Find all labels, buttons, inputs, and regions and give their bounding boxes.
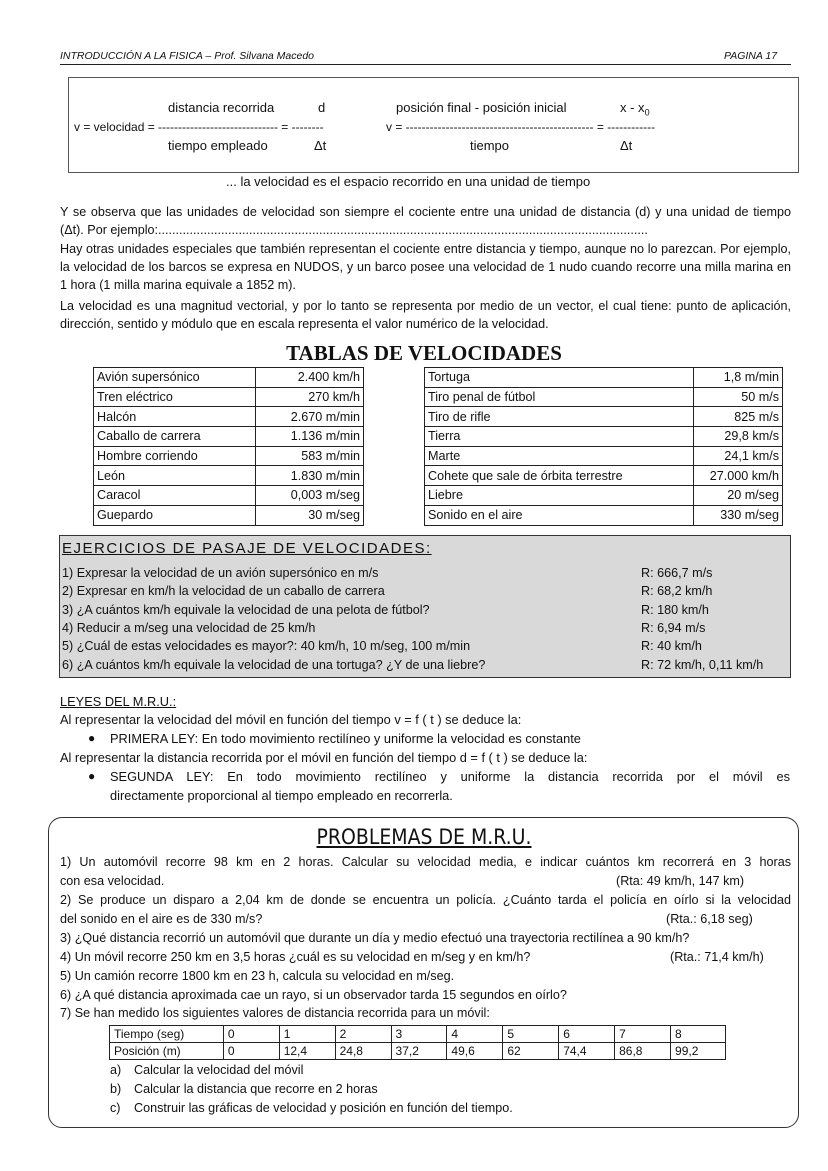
- exercise-question: 1) Expresar la velocidad de un avión supersónico en m/s: [62, 566, 379, 580]
- exercise-question: 4) Reducir a m/seg una velocidad de 25 km/h: [62, 620, 316, 635]
- speed-item-name: Hombre corriendo: [94, 446, 256, 466]
- bullet-dot-icon: ●: [88, 731, 96, 745]
- position-table-cell: 4: [447, 1026, 503, 1043]
- speed-row: [425, 427, 783, 447]
- speed-row: [425, 486, 783, 506]
- position-table-cell: 24,8: [335, 1043, 391, 1060]
- second-law-line-2: directamente proporcional al tiempo empleado en recorrerla.: [110, 788, 453, 803]
- speed-item-name: León: [94, 466, 256, 486]
- intro-paragraph-2: Hay otras unidades especiales que también representan el cociente entre distancia y tiempo, aunque no lo parezcan. Por ejemplo, la velocidad de los barcos se expresa en NUDOS, y un barco posee una velocidad de 1 nudo cuando recorre una milla marina en 1 hora (1 milla marina equivale a 1852 m).: [60, 242, 791, 292]
- speed-row: [425, 466, 783, 486]
- speed-item-name: Liebre: [425, 486, 694, 506]
- header-divider: [60, 64, 791, 65]
- position-table-cell: 99,2: [671, 1043, 726, 1060]
- laws-title: LEYES DEL M.R.U.:: [60, 694, 177, 709]
- problems-title: PROBLEMAS DE M.R.U.: [316, 825, 532, 849]
- speed-item-name: Tiro de rifle: [425, 407, 694, 427]
- exercise-question: 3) ¿A cuántos km/h equivale la velocidad de una pelota de fútbol?: [62, 602, 430, 617]
- position-table-cell: 37,2: [391, 1043, 447, 1060]
- position-table-cell: 3: [391, 1026, 447, 1043]
- speed-item-name: Marte: [425, 446, 694, 466]
- position-table-row: [110, 1026, 726, 1043]
- header-left: INTRODUCCIÓN A LA FISICA – Prof. Silvana Macedo: [60, 50, 315, 62]
- laws-line-1: Al representar la velocidad del móvil en función del tiempo v = f ( t ) se deduce la:: [60, 712, 522, 727]
- position-table-cell: 2: [335, 1026, 391, 1043]
- problem-2-line-1: 2) Se produce un disparo a 2,04 km de donde se encuentra un policía. ¿Cuánto tarda el policía en oírlo si la velocidad: [60, 893, 791, 907]
- second-law-line-1: SEGUNDA LEY: En todo movimiento rectilíneo y uniforme la distancia recorrida por el móvil es: [110, 769, 790, 784]
- speed-item-value: 1.830 m/min: [256, 466, 364, 486]
- speed-item-value: 29,8 km/s: [694, 427, 783, 447]
- speed-item-name: Caracol: [94, 486, 256, 506]
- speed-row: [94, 387, 364, 407]
- speed-item-name: Avión supersónico: [94, 368, 256, 388]
- exercises-title: EJERCICIOS DE PASAJE DE VELOCIDADES:: [62, 540, 432, 557]
- position-table-label: Posición (m): [110, 1043, 224, 1060]
- problem-2-answer: (Rta.: 6,18 seg): [666, 912, 753, 926]
- exercise-question: 2) Expresar en km/h la velocidad de un caballo de carrera: [62, 584, 385, 599]
- page-number: PAGINA 17: [724, 50, 778, 62]
- formula-numerator-left-symbol: d: [318, 100, 326, 115]
- formula-caption: ... la velocidad es el espacio recorrido en una unidad de tiempo: [226, 174, 591, 189]
- speed-item-value: 0,003 m/seg: [256, 486, 364, 506]
- position-table-cell: 0: [223, 1026, 279, 1043]
- speed-tables-title: TABLAS DE VELOCIDADES: [286, 341, 562, 365]
- exercise-answer: R: 6,94 m/s: [641, 620, 706, 635]
- speed-item-name: Guepardo: [94, 505, 256, 525]
- problem-1-answer: (Rta: 49 km/h, 147 km): [616, 874, 745, 888]
- speed-item-name: Tren eléctrico: [94, 387, 256, 407]
- exercise-answer: R: 40 km/h: [641, 639, 702, 654]
- formula-denominator-right: tiempo: [470, 138, 510, 153]
- position-table-cell: 6: [559, 1026, 615, 1043]
- sub-item-text: Calcular la distancia que recorre en 2 horas: [134, 1082, 378, 1096]
- speed-table-right: [424, 367, 783, 526]
- speed-item-value: 583 m/min: [256, 446, 364, 466]
- speed-item-value: 27.000 km/h: [694, 466, 783, 486]
- formula-denominator-left: tiempo empleado: [168, 138, 268, 153]
- speed-item-value: 2.400 km/h: [256, 368, 364, 388]
- position-table-cell: 12,4: [279, 1043, 335, 1060]
- speed-item-value: 270 km/h: [256, 387, 364, 407]
- speed-row: [425, 387, 783, 407]
- problem-1-line-2: con esa velocidad.: [60, 874, 165, 888]
- speed-item-value: 50 m/s: [694, 387, 783, 407]
- speed-row: [425, 446, 783, 466]
- exercise-question: 6) ¿A cuántos km/h equivale la velocidad de una tortuga? ¿Y de una liebre?: [62, 657, 486, 672]
- speed-row: [425, 505, 783, 525]
- speed-row: [94, 368, 364, 388]
- speed-item-name: Tiro penal de fútbol: [425, 387, 694, 407]
- problem-4: 4) Un móvil recorre 250 km en 3,5 horas ¿cuál es su velocidad en m/seg y en km/h?: [60, 950, 531, 964]
- speed-item-value: 30 m/seg: [256, 505, 364, 525]
- speed-table-left: [93, 367, 364, 526]
- problem-2-line-2: del sonido en el aire es de 330 m/s?: [60, 912, 263, 926]
- speed-item-value: 1.136 m/min: [256, 427, 364, 447]
- position-table-cell: 86,8: [615, 1043, 671, 1060]
- position-table-label: Tiempo (seg): [110, 1026, 224, 1043]
- formula-denominator-left-symbol: Δt: [314, 138, 327, 153]
- formula-denominator-right-symbol: Δt: [620, 138, 633, 153]
- formula-lhs: v = velocidad = ------------------------------ = --------: [74, 120, 324, 134]
- position-table-cell: 7: [615, 1026, 671, 1043]
- speed-item-name: Cohete que sale de órbita terrestre: [425, 466, 694, 486]
- speed-item-name: Tierra: [425, 427, 694, 447]
- intro-paragraph-3: La velocidad es una magnitud vectorial, y por lo tanto se representa por medio de un vector, el cual tiene: punto de aplicación, dirección, sentido y módulo que en escala representa el valor numérico de la velocidad.: [60, 299, 791, 331]
- speed-item-value: 1,8 m/min: [694, 368, 783, 388]
- speed-item-value: 825 m/s: [694, 407, 783, 427]
- sub-item-letter: c): [110, 1101, 121, 1115]
- speed-row: [94, 427, 364, 447]
- sub-item-letter: a): [110, 1063, 122, 1077]
- sub-item-text: Calcular la velocidad del móvil: [134, 1063, 304, 1077]
- position-time-table: [109, 1025, 726, 1060]
- speed-row: [425, 407, 783, 427]
- position-table-cell: 49,6: [447, 1043, 503, 1060]
- problem-3: 3) ¿Qué distancia recorrió un automóvil que durante un día y medio efectuó una trayectoria rectilínea a 90 km/h?: [60, 931, 690, 945]
- formula-numerator-right: posición final - posición inicial: [396, 100, 567, 115]
- speed-item-value: 20 m/seg: [694, 486, 783, 506]
- exercise-answer: R: 666,7 m/s: [641, 566, 713, 580]
- exercise-answer: R: 180 km/h: [641, 602, 709, 617]
- position-table-cell: 5: [503, 1026, 559, 1043]
- exercise-answer: R: 68,2 km/h: [641, 584, 713, 599]
- problem-7: 7) Se han medido los siguientes valores de distancia recorrida para un móvil:: [60, 1006, 490, 1020]
- formula-numerator-right-symbol: x - $x_0$: [620, 100, 650, 118]
- laws-line-2: Al representar la distancia recorrida por el móvil en función del tiempo d = f ( t ) se deduce la:: [60, 750, 588, 765]
- speed-row: [94, 446, 364, 466]
- intro-paragraph-1: Y se observa que las unidades de velocidad son siempre el cociente entre una unidad de distancia (d) y una unidad de tiempo (Δt). Por ejemplo:............................................................................................................................................: [60, 205, 791, 237]
- speed-row: [94, 486, 364, 506]
- speed-item-value: 24,1 km/s: [694, 446, 783, 466]
- position-table-cell: 0: [223, 1043, 279, 1060]
- speed-item-name: Tortuga: [425, 368, 694, 388]
- sub-item-letter: b): [110, 1082, 122, 1096]
- exercise-question: 5) ¿Cuál de estas velocidades es mayor?: 40 km/h, 10 m/seg, 100 m/min: [62, 639, 471, 654]
- speed-row: [425, 368, 783, 388]
- speed-item-name: Caballo de carrera: [94, 427, 256, 447]
- position-table-cell: 62: [503, 1043, 559, 1060]
- sub-item-text: Construir las gráficas de velocidad y posición en función del tiempo.: [134, 1101, 513, 1115]
- speed-row: [94, 407, 364, 427]
- problem-4-answer: (Rta.: 71,4 km/h): [670, 950, 764, 964]
- problem-6: 6) ¿A qué distancia aproximada cae un rayo, si un observador tarda 15 segundos en oírlo?: [60, 988, 567, 1002]
- position-table-cell: 1: [279, 1026, 335, 1043]
- speed-item-value: 2.670 m/min: [256, 407, 364, 427]
- position-table-row: [110, 1043, 726, 1060]
- speed-item-value: 330 m/seg: [694, 505, 783, 525]
- speed-item-name: Halcón: [94, 407, 256, 427]
- problem-1-line-1: 1) Un automóvil recorre 98 km en 2 horas. Calcular su velocidad media, e indicar cuántos km recorrerá en 3 horas: [60, 855, 791, 869]
- speed-item-name: Sonido en el aire: [425, 505, 694, 525]
- position-table-cell: 8: [671, 1026, 726, 1043]
- speed-row: [94, 466, 364, 486]
- formula-rhs: v = ----------------------------------------------- = ------------: [386, 120, 656, 134]
- exercise-answer: R: 72 km/h, 0,11 km/h: [641, 657, 764, 672]
- bullet-dot-icon: ●: [88, 769, 96, 783]
- first-law: PRIMERA LEY: En todo movimiento rectilíneo y uniforme la velocidad es constante: [110, 731, 581, 746]
- formula-numerator-left: distancia recorrida: [168, 100, 275, 115]
- position-table-cell: 74,4: [559, 1043, 615, 1060]
- speed-row: [94, 505, 364, 525]
- problem-5: 5) Un camión recorre 1800 km en 23 h, calcula su velocidad en m/seg.: [60, 969, 455, 983]
